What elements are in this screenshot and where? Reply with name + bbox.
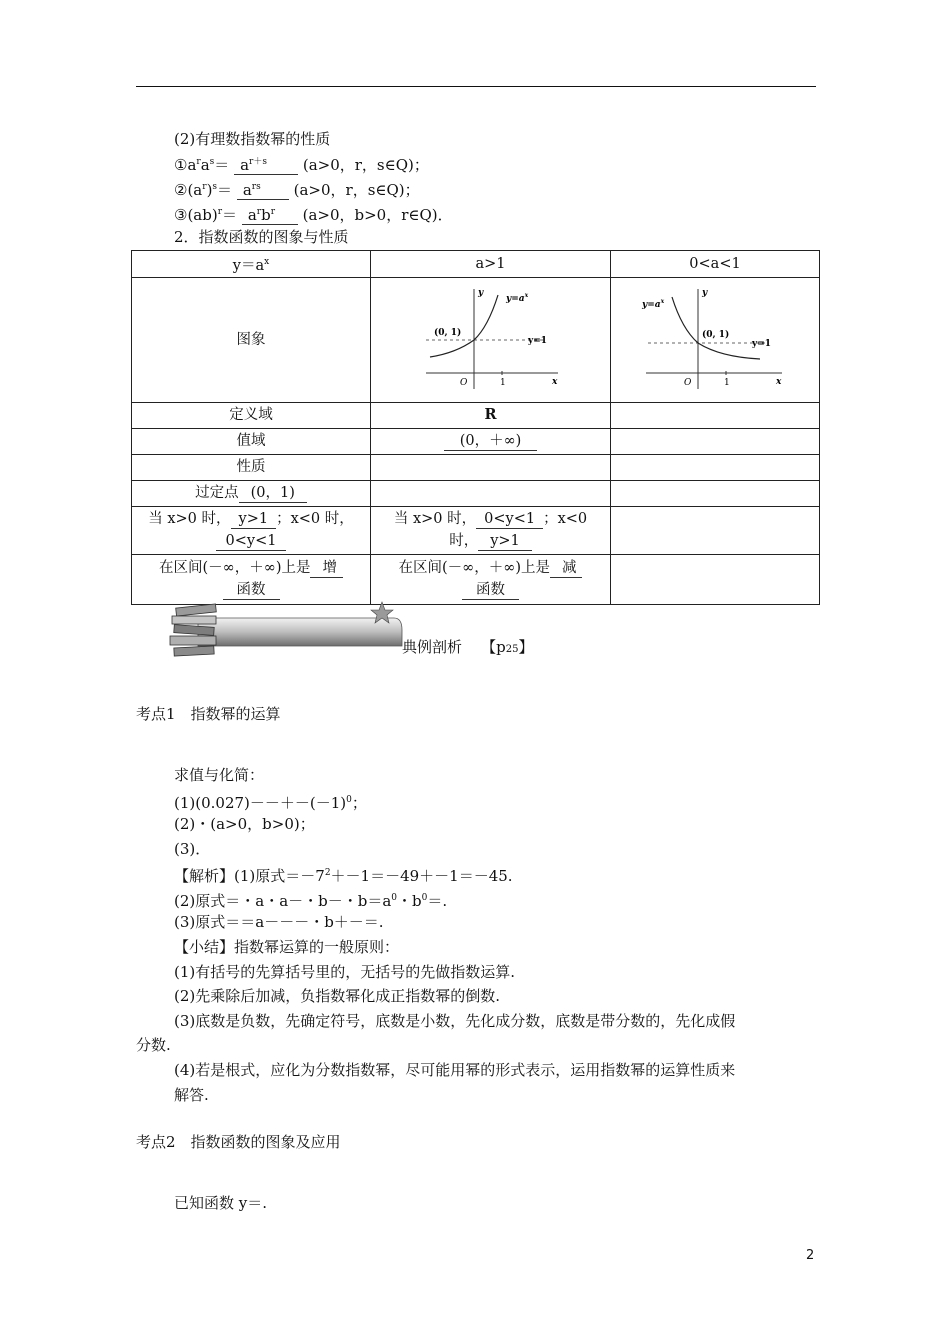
summary-3b: 分数. <box>136 1036 171 1054</box>
y-equals-1-label: y=1 <box>752 338 772 349</box>
table-row-monotonicity <box>132 554 820 604</box>
question-intro: 求值与化简： <box>174 766 265 784</box>
property-1: $①a^ra^s= a^{r+s}$ (a>0，r，s∈Q)； <box>174 151 429 176</box>
x-axis-label: x <box>776 376 782 387</box>
fixed-point-cell: 过定点 (0，1) <box>132 480 371 506</box>
point-label: (0, 1) <box>702 329 730 340</box>
topic-2-question: 已知函数 y＝. <box>174 1194 268 1212</box>
answer-blank: $a^{r+s}$ <box>234 153 298 175</box>
row-label-graph: 图象 <box>132 277 371 402</box>
exponential-function-table <box>131 250 820 605</box>
section-banner-graphic <box>168 600 408 662</box>
book-stack-icon <box>170 604 216 656</box>
summary-2: (2)先乘除后加减，负指数幂化成正指数幂的倒数. <box>174 987 501 1005</box>
table-row-fixed-point <box>132 480 820 506</box>
answer-blank: $a^rb^r$ <box>242 203 298 225</box>
summary-1: (1)有括号的先算括号里的，无括号的先做指数运算. <box>174 963 516 981</box>
section-banner-title: 典例剖析 【p25】 <box>402 638 534 656</box>
monotonicity-empty <box>611 554 820 604</box>
section-2-heading: 2．指数函数的图象与性质 <box>174 228 349 246</box>
row-label-range: 值域 <box>132 428 371 454</box>
summary-4b: 解答. <box>174 1086 209 1104</box>
analysis-3: (3)原式＝＝a－－－・b＋－＝. <box>174 913 384 931</box>
question-2: (2)・(a>0，b>0)； <box>174 815 315 833</box>
point-label: (0, 1) <box>433 327 461 338</box>
origin-label: O <box>459 377 467 388</box>
table-row-properties <box>132 454 820 480</box>
graph-decreasing <box>611 277 820 402</box>
table-row-range <box>132 428 820 454</box>
comparison-a-lt-1: 当 x>0 时， 0<y<1 ；x<0 时， y>1 <box>371 506 611 554</box>
header-a-gt-1: a>1 <box>371 251 611 278</box>
table-header-row <box>132 251 820 278</box>
analysis-2: (2)原式＝・a・a－・b－・$b=a^0$・$b^0=$. <box>174 892 448 910</box>
monotonicity-increasing: 在区间(－∞，＋∞)上是 增 函数 <box>132 554 371 604</box>
summary-4a: (4)若是根式，应化为分数指数幂，尽可能用幂的形式表示，运用指数幂的运算性质来 <box>174 1061 736 1079</box>
tick-one-label: 1 <box>499 377 506 388</box>
decreasing-exponential-graph <box>640 285 790 395</box>
topic-2-title: 考点2 指数函数的图象及应用 <box>136 1133 341 1151</box>
comparison-empty <box>611 506 820 554</box>
table-row-domain <box>132 402 820 428</box>
topic-1-title: 考点1 指数幂的运算 <box>136 705 281 723</box>
graph-increasing <box>371 277 611 402</box>
function-label: $y=a^x$ <box>642 297 665 310</box>
table-row-graph <box>132 277 820 402</box>
y-axis-label: y <box>702 287 708 298</box>
origin-label: O <box>684 377 692 388</box>
function-label: $y=a^x$ <box>505 291 528 304</box>
row-label-properties: 性质 <box>132 454 371 480</box>
table-row-comparison <box>132 506 820 554</box>
domain-value: R <box>371 402 611 428</box>
y-equals-1-label: y=1 <box>527 335 547 346</box>
analysis-1: 【解析】(1)原式$=-7^2+-1=-49+-1=-45$. <box>174 867 513 885</box>
page-number: 2 <box>806 1248 815 1263</box>
summary-heading: 【小结】指数幂运算的一般原则： <box>174 938 400 956</box>
header-a-lt-1: 0<a<1 <box>611 251 820 278</box>
comparison-a-gt-1: 当 x>0 时， y>1 ；x<0 时， 0<y<1 <box>132 506 371 554</box>
question-3: (3)． <box>174 840 211 858</box>
increasing-exponential-graph <box>416 285 566 395</box>
header-function: $y=a^x$ <box>132 251 371 278</box>
property-2: $②(a^r)^s= a^{rs}$ (a>0，r，s∈Q)； <box>174 176 420 201</box>
properties-empty-b <box>611 454 820 480</box>
property-3: ③(ab)$^r$＝ $a^rb^r$ (a>0，b>0，r∈Q)． <box>174 201 453 226</box>
header-rule <box>136 86 816 87</box>
answer-blank: $a^{rs}$ <box>237 178 289 200</box>
question-1: $(1)(0.027)--+-(-1)^0$； <box>174 794 367 812</box>
y-axis-label: y <box>477 287 483 298</box>
properties-heading: (2)有理数指数幂的性质 <box>174 130 331 148</box>
properties-empty-a <box>371 454 611 480</box>
fixed-point-empty-b <box>611 480 820 506</box>
tick-one-label: 1 <box>724 377 730 388</box>
x-axis-label: x <box>551 376 557 387</box>
fixed-point-empty-a <box>371 480 611 506</box>
domain-empty <box>611 402 820 428</box>
summary-3a: (3)底数是负数，先确定符号，底数是小数，先化成分数，底数是带分数的，先化成假 <box>174 1012 736 1030</box>
monotonicity-decreasing: 在区间(－∞，＋∞)上是 减 函数 <box>371 554 611 604</box>
range-empty <box>611 428 820 454</box>
row-label-domain: 定义域 <box>132 402 371 428</box>
range-value: (0，＋∞) <box>371 428 611 454</box>
